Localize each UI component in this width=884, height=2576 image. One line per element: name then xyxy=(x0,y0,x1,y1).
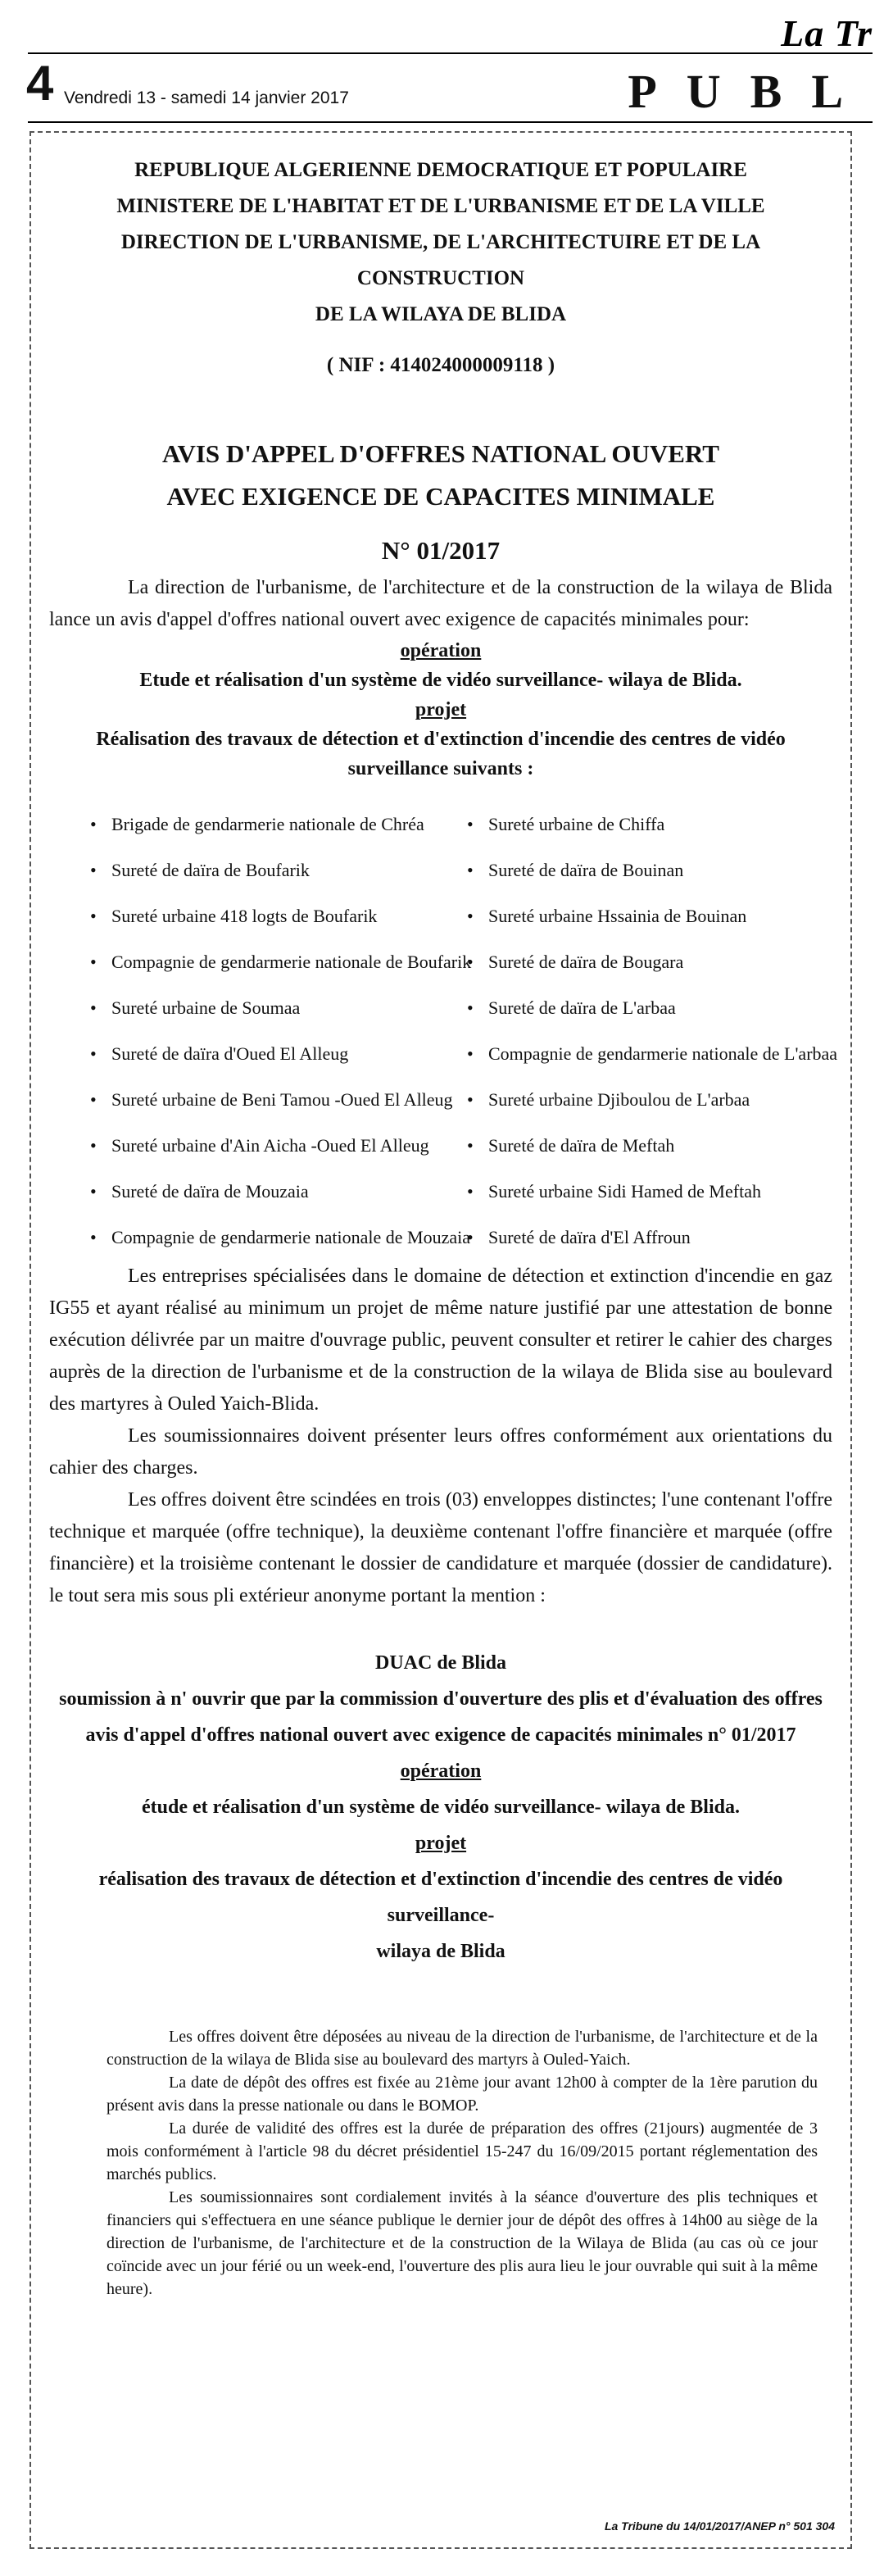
list-item: • Compagnie de gendarmerie nationale de Boufarik xyxy=(90,939,451,985)
list-item: • Sureté urbaine d'Ain Aicha -Oued El Alleug xyxy=(90,1123,451,1169)
mention-line-1: soumission à n' ouvrir que par la commission d'ouverture des plis et d'évaluation des offres xyxy=(59,1688,823,1710)
section-title: PUBL xyxy=(628,65,873,118)
tender-notice xyxy=(49,152,838,2301)
direction-line: DIRECTION DE L'URBANISME, DE L'ARCHITECTUIRE ET DE LA CONSTRUCTION xyxy=(120,231,761,289)
notice-title xyxy=(49,433,832,572)
projet-text: Réalisation des travaux de détection et d'extinction d'incendie des centres de vidéo surveillance suivants : xyxy=(96,729,786,779)
title-line-2: AVEC EXIGENCE DE CAPACITES MINIMALE xyxy=(166,482,715,511)
list-item: • Sureté urbaine de Soumaa xyxy=(90,985,451,1031)
list-item: • Compagnie de gendarmerie nationale de Mouzaia xyxy=(90,1215,451,1261)
list-item: • Sureté de daïra de Meftah xyxy=(467,1123,827,1169)
opening-paragraph: Les soumissionnaires sont cordialement invités à la séance d'ouverture des plis techniques et financiers qui s'effectuera en une séance publique le dernier jour de dépôt des offres à 14h00 au siège de la direction de l'urbanisme, de l'architecture et de la construction de la Wilaya de Blida (au cas où ce jour coïncide avec un jour férié ou un week-end, l'ouverture des plis aura lieu le jour ouvrable qui suit à la même heure). xyxy=(107,2188,818,2298)
list-item: • Sureté urbaine de Beni Tamou -Oued El Alleug xyxy=(90,1077,451,1123)
issuer-header xyxy=(49,152,832,384)
list-item: • Sureté de daïra de Bougara xyxy=(467,939,827,985)
notice-number: N° 01/2017 xyxy=(381,536,501,565)
nif-line: ( NIF : 414024000009118 ) xyxy=(326,354,555,376)
mention-line-2: avis d'appel d'offres national ouvert avec exigence de capacités minimales n° 01/2017 xyxy=(85,1724,796,1746)
mention-operation-text: étude et réalisation d'un système de vidéo surveillance- wilaya de Blida. xyxy=(142,1797,740,1818)
mention-projet-text-1: réalisation des travaux de détection et d'extinction d'incendie des centres de vidéo surveillance- xyxy=(98,1869,783,1926)
list-item: • Sureté urbaine Djiboulou de L'arbaa xyxy=(467,1077,827,1123)
newspaper-logo: La Tr xyxy=(781,12,873,54)
republic-line: REPUBLIQUE ALGERIENNE DEMOCRATIQUE ET POPULAIRE xyxy=(134,159,747,181)
masthead xyxy=(0,0,884,123)
site-list-right xyxy=(451,802,838,1261)
envelope-mention xyxy=(49,1645,832,1969)
list-item: • Sureté de daïra de Boufarik xyxy=(90,847,451,893)
site-list-left xyxy=(90,802,472,1261)
list-item: • Sureté de daïra d'Oued El Alleug xyxy=(90,1031,451,1077)
list-item: • Sureté de daïra de Mouzaia xyxy=(90,1169,451,1215)
list-item: • Brigade de gendarmerie nationale de Chréa xyxy=(90,802,451,847)
masthead-rule xyxy=(28,121,873,123)
projet-label: projet xyxy=(415,699,467,720)
title-line-1: AVIS D'APPEL D'OFFRES NATIONAL OUVERT xyxy=(162,439,719,468)
mention-duac: DUAC de Blida xyxy=(374,1652,507,1674)
list-item: • Sureté de daïra d'El Affroun xyxy=(467,1215,827,1261)
site-list xyxy=(49,802,838,1261)
operation-text: Etude et réalisation d'un système de vidéo surveillance- wilaya de Blida. xyxy=(139,670,742,691)
operation-label: opération xyxy=(400,640,482,661)
list-item: • Sureté de daïra de L'arbaa xyxy=(467,985,827,1031)
list-item: • Sureté urbaine Sidi Hamed de Meftah xyxy=(467,1169,827,1215)
mention-projet-label: projet xyxy=(415,1833,467,1854)
eligibility-paragraph: Les entreprises spécialisées dans le domaine de détection et extinction d'incendie en gaz IG55 et ayant réalisé au minimum un projet de même nature justifié par une attestation de bonne exécution délivrée par un maitre d'ouvrage public, peuvent consulter et retirer le cahier des charges auprès de la direction de l'urbanisme et de la construction de la wilaya de Blida sise au boulevard des martyres à Ouled Yaich-Blida. xyxy=(49,1265,832,1415)
validity-paragraph: La durée de validité des offres est la durée de préparation des offres (21jours) augmentée de 3 mois conformément à l'article 98 du décret présidentiel 15-247 du 16/09/2015 portant réglementation des marchés publics. xyxy=(107,2119,818,2183)
intro-paragraph: La direction de l'urbanisme, de l'architecture et de la construction de la wilaya de Blida lance un avis d'appel d'offres national ouvert avec exigence de capacités minimales pour: xyxy=(49,577,832,630)
closing-terms xyxy=(49,2025,832,2301)
ministry-line: MINISTERE DE L'HABITAT ET DE L'URBANISME ET DE LA VILLE xyxy=(116,195,765,217)
mention-operation-label: opération xyxy=(400,1760,482,1782)
envelopes-paragraph: Les offres doivent être scindées en trois (03) enveloppes distinctes; l'une contenant l'offre technique et marquée (offre technique), la deuxième contenant l'offre financière et marquée (offre financière) et la troisième contenant le dossier de candidature et marquée (dossier de candidature). le tout sera mis sous pli extérieur anonyme portant la mention : xyxy=(49,1489,832,1606)
wilaya-line: DE LA WILAYA DE BLIDA xyxy=(315,303,567,325)
list-item: • Sureté de daïra de Bouinan xyxy=(467,847,827,893)
top-rule xyxy=(28,52,873,54)
list-item: • Sureté urbaine Hssainia de Bouinan xyxy=(467,893,827,939)
footer-credit: La Tribune du 14/01/2017/ANEP n° 501 304 xyxy=(604,2519,835,2533)
list-item: • Sureté urbaine 418 logts de Boufarik xyxy=(90,893,451,939)
deadline-paragraph: La date de dépôt des offres est fixée au 21ème jour avant 12h00 à compter de la 1ère parution du présent avis dans la presse nationale ou dans le BOMOP. xyxy=(107,2074,818,2115)
deposit-paragraph: Les offres doivent être déposées au niveau de la direction de l'urbanisme, de l'architecture et de la construction de la wilaya de Blida sise au boulevard des martyrs à Ouled-Yaich. xyxy=(107,2028,818,2069)
issue-date: Vendredi 13 - samedi 14 janvier 2017 xyxy=(64,89,349,107)
instructions-paragraph: Les soumissionnaires doivent présenter leurs offres conformément aux orientations du cahier des charges. xyxy=(49,1425,832,1479)
list-item: • Sureté urbaine de Chiffa xyxy=(467,802,827,847)
mention-projet-text-2: wilaya de Blida xyxy=(376,1941,505,1962)
list-item: • Compagnie de gendarmerie nationale de L'arbaa xyxy=(467,1031,827,1077)
page-number: 4 xyxy=(26,56,54,111)
